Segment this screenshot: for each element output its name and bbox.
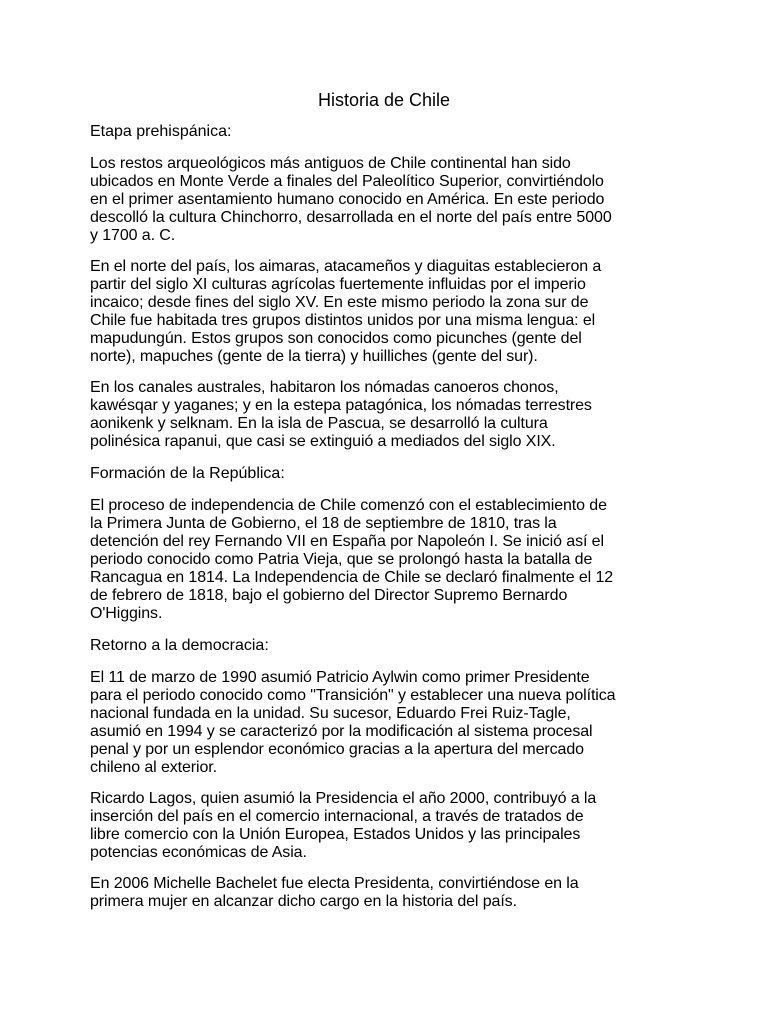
paragraph-line: partir del siglo XI culturas agrícolas fuertemente influidas por el imperio [90,276,586,293]
paragraph-line: En 2006 Michelle Bachelet fue electa Presidenta, convirtiéndose en la [90,875,579,892]
document-title: Historia de Chile [317,90,451,110]
paragraph-line: En los canales australes, habitaron los nómadas canoeros chonos, [90,379,559,396]
paragraph-line: norte), mapuches (gente de la tierra) y huilliches (gente del sur). [90,348,538,365]
paragraph-line: potencias económicas de Asia. [90,844,307,861]
paragraph-line: descolló la cultura Chinchorro, desarrollada en el norte del país entre 5000 [90,209,612,226]
paragraph-line: y 1700 a. C. [90,227,176,244]
paragraph [90,790,690,862]
paragraph [90,155,690,245]
paragraph-line: mapudungún. Estos grupos son conocidos como picunches (gente del [90,330,582,347]
paragraph-line: para el periodo conocido como "Transición" y establecer una nueva política [90,687,616,704]
paragraph-line: O'Higgins. [90,605,163,622]
paragraph-line: Ricardo Lagos, quien asumió la Presidencia el año 2000, contribuyó a la [90,790,597,807]
paragraph [90,497,690,623]
paragraph-line: incaico; desde fines del siglo XV. En este mismo periodo la zona sur de [90,294,589,311]
paragraph-line: Chile fue habitada tres grupos distintos unidos por una misma lengua: el [90,312,596,329]
paragraph-line: nacional fundada en la unidad. Su sucesor, Eduardo Frei Ruiz-Tagle, [90,705,571,722]
paragraph-line: polinésica rapanui, que casi se extinguió a mediados del siglo XIX. [90,433,556,450]
paragraph [90,258,690,366]
paragraph-line: de febrero de 1818, bajo el gobierno del Director Supremo Bernardo [90,587,568,604]
paragraph-line: En el norte del país, los aimaras, atacameños y diaguitas establecieron a [90,258,602,275]
paragraph-line: aonikenk y selknam. En la isla de Pascua, se desarrolló la cultura [90,415,548,432]
document-body [90,122,690,924]
paragraph-line: en el primer asentamiento humano conocido en América. En este periodo [90,191,605,208]
paragraph-line: Los restos arqueológicos más antiguos de Chile continental han sido [90,155,571,172]
section-heading: Formación de la República: [90,465,285,482]
paragraph-line: libre comercio con la Unión Europea, Estados Unidos y las principales [90,826,581,843]
paragraph-line: periodo conocido como Patria Vieja, que se prolongó hasta la batalla de [90,551,593,568]
paragraph-line: chileno al exterior. [90,759,217,776]
paragraph-line: kawésqar y yaganes; y en la estepa patagónica, los nómadas terrestres [90,397,592,414]
section-heading: Etapa prehispánica: [90,123,232,140]
paragraph [90,669,690,777]
paragraph-line: penal y por un esplendor económico gracias a la apertura del mercado [90,741,584,758]
paragraph [90,875,690,911]
paragraph-line: Rancagua en 1814. La Independencia de Chile se declaró finalmente el 12 [90,569,614,586]
paragraph-line: El 11 de marzo de 1990 asumió Patricio Aylwin como primer Presidente [90,669,590,686]
paragraph-line: detención del rey Fernando VII en España por Napoleón I. Se inició así el [90,533,604,550]
paragraph-line: ubicados en Monte Verde a finales del Paleolítico Superior, convirtiéndolo [90,173,604,190]
section-heading: Retorno a la democracia: [90,637,269,654]
paragraph-line: primera mujer en alcanzar dicho cargo en la historia del país. [90,893,517,910]
paragraph-line: la Primera Junta de Gobierno, el 18 de septiembre de 1810, tras la [90,515,557,532]
paragraph-line: El proceso de independencia de Chile comenzó con el establecimiento de [90,497,607,514]
paragraph [90,379,690,451]
paragraph-line: asumió en 1994 y se caracterizó por la modificación al sistema procesal [90,723,593,740]
paragraph-line: inserción del país en el comercio internacional, a través de tratados de [90,808,584,825]
